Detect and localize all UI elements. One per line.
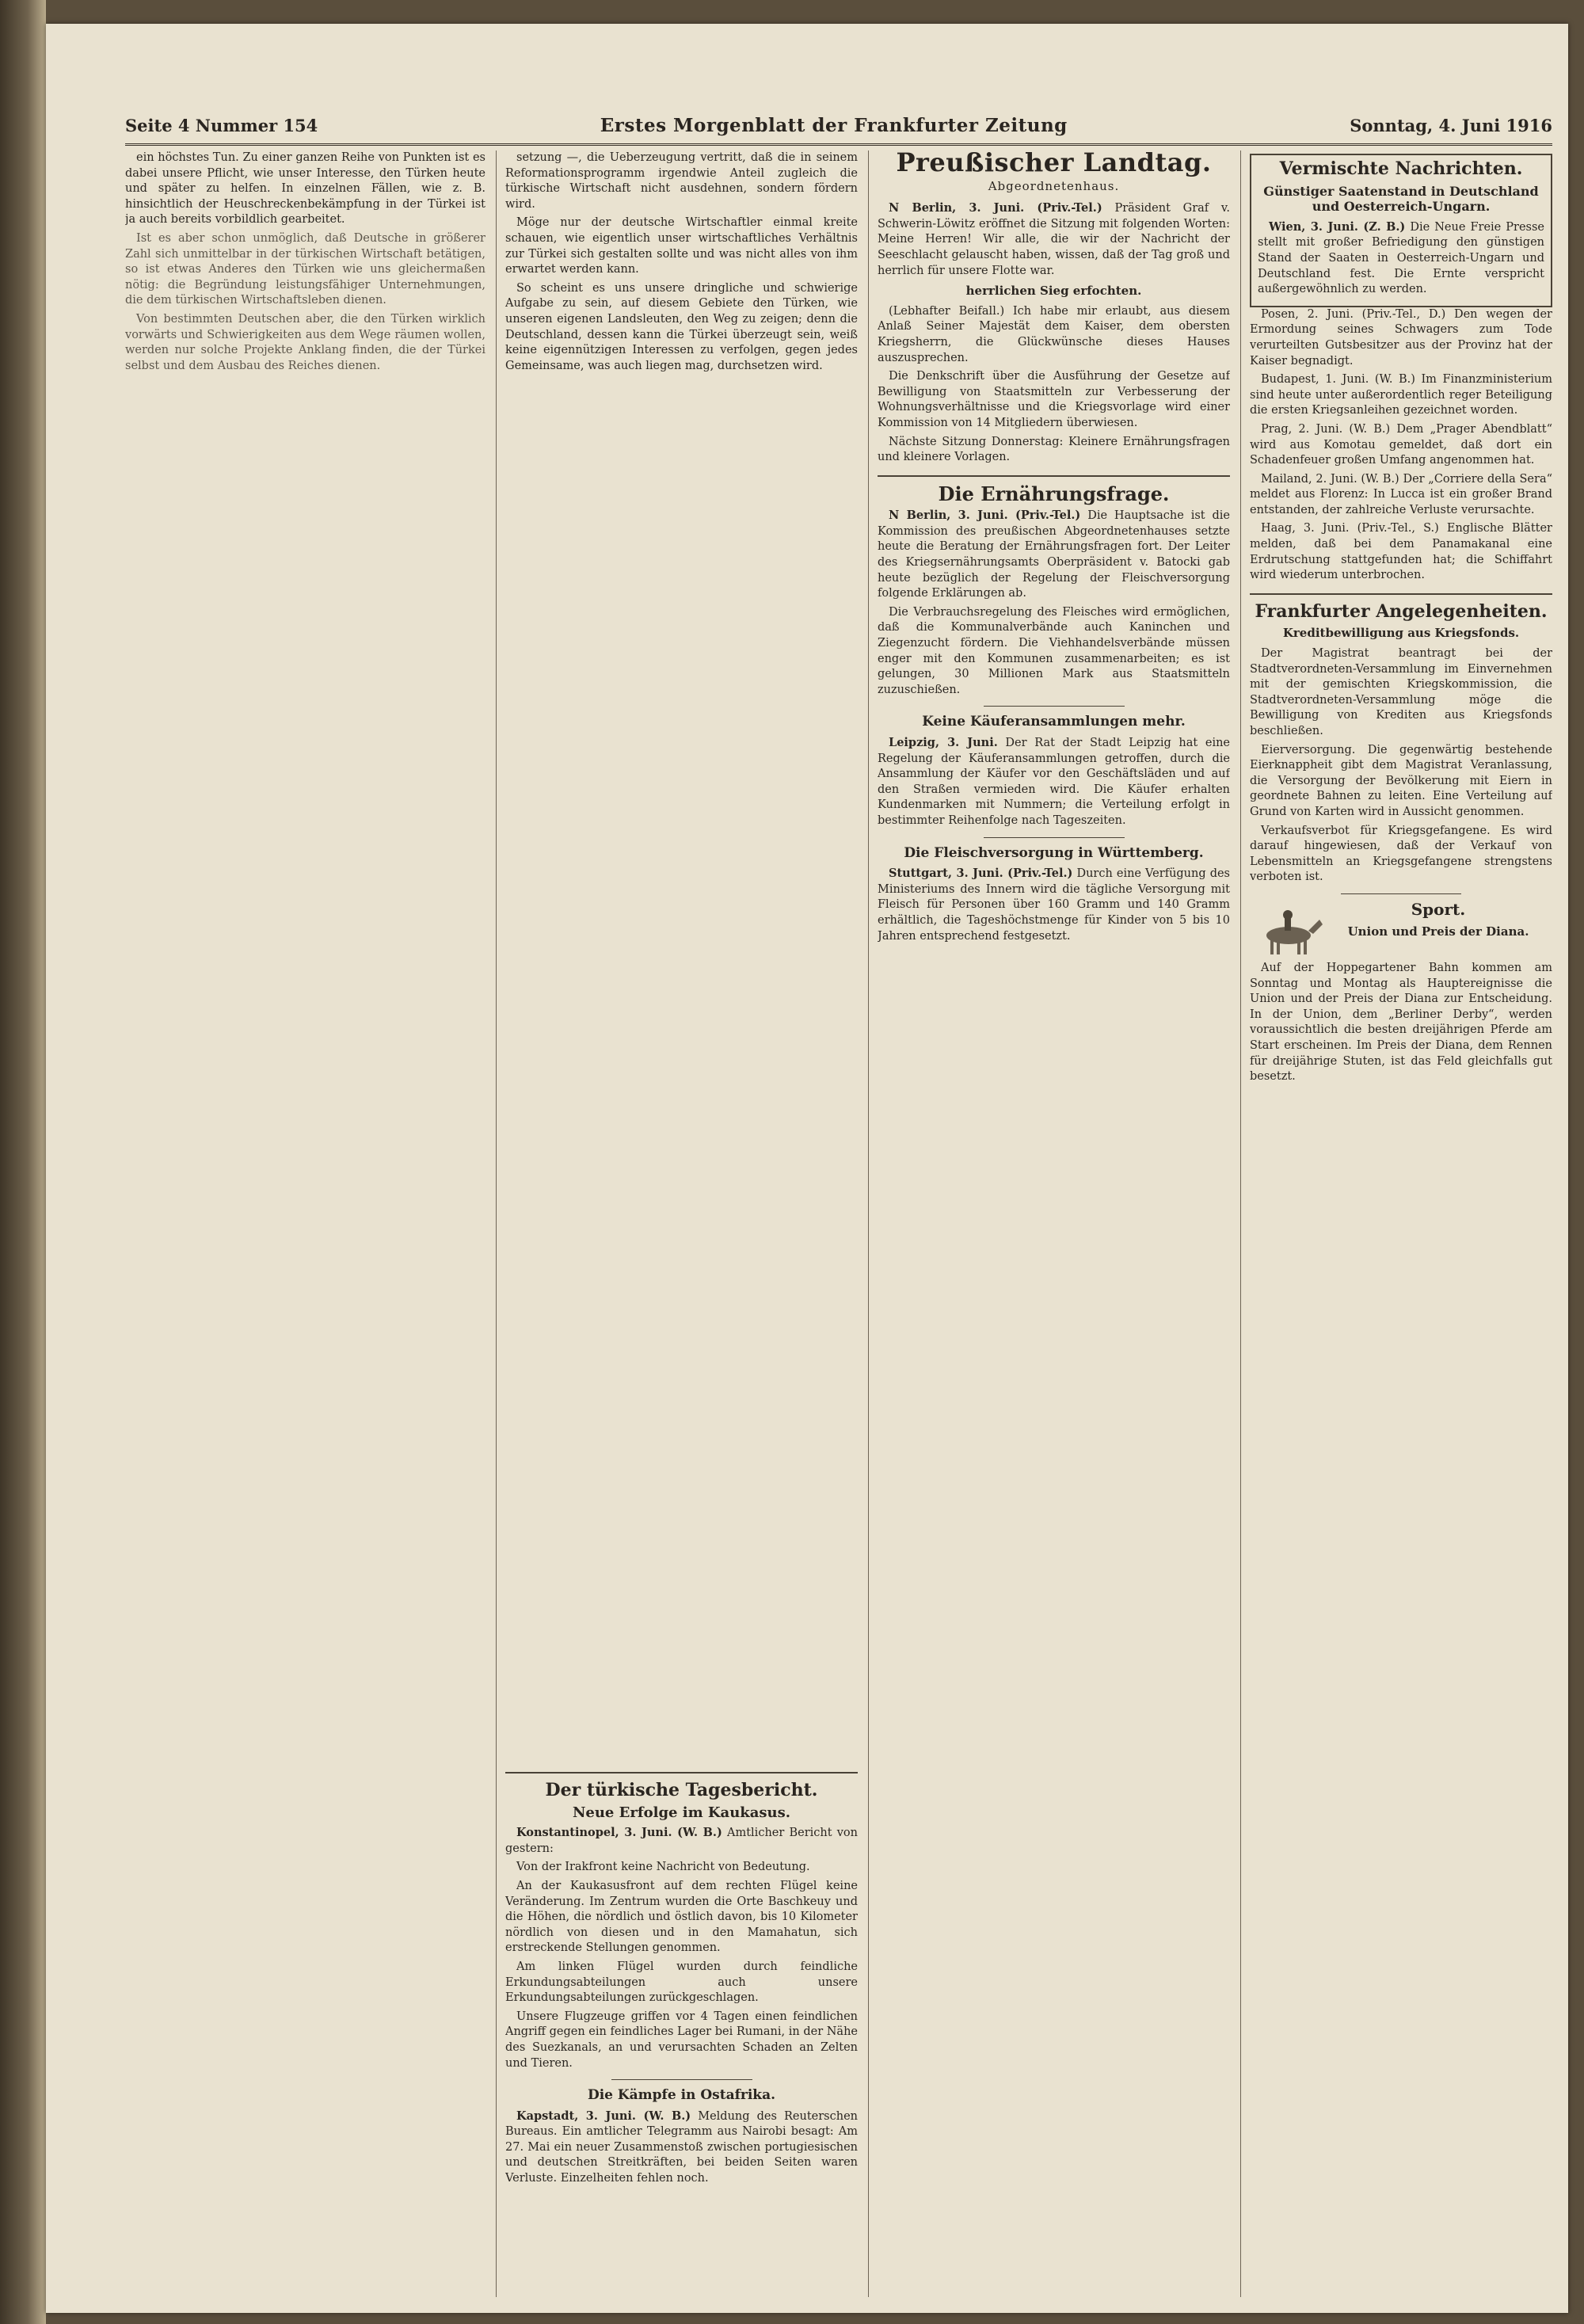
col1-paragraph: ein höchstes Tun. Zu einer ganzen Reihe von Punkten ist es dabei unsere Pflicht, wie unser Interesse, den Türken heute und später zu helfen. In einzelnen Fällen, wie z. B. hinsichtlich der Heuschreckenbekämpfung in der Türkei ist ja auch bereits vorbildlich gearbeitet. — [125, 151, 485, 227]
misc-news-box — [1250, 154, 1552, 307]
frankfurt-headline: Frankfurter Angelegenheiten. — [1255, 600, 1548, 622]
turkish-report-section — [505, 1762, 858, 2190]
misc-text: Die Neue Freie Presse stellt mit großer Befriedigung den günstigen Stand der Saaten in Oesterreich-Ungarn und Deutschland fest. Die Ernte verspricht außergewöhnlich zu werden. — [1258, 220, 1545, 296]
horse-rider-illustration — [1253, 902, 1324, 958]
section-divider — [984, 706, 1125, 707]
landtag-subheadline: Abgeordnetenhaus. — [988, 178, 1120, 193]
header-date: Sonntag, 4. Juni 1916 — [1350, 115, 1552, 135]
misc-subheadline: Günstiger Saatenstand in Deutschland und Oesterreich-Ungarn. — [1263, 183, 1539, 215]
col2-paragraph: So scheint es uns unsere dringliche und schwierige Aufgabe zu sein, auf diesem Gebiete den Türken, wie unseren eigenen Landsleuten, den Weg zu zeigen; denn die Deutschland, dessen kann die Türkei überzeugt sein, weiß keine eigennützigen Interessen zu verfolgen, gegen jedes Gemeinsame, was auch liegen mag, durchsetzen wird. — [505, 281, 858, 372]
section-divider — [611, 2079, 752, 2080]
header-page-number: Seite 4 Nummer 154 — [125, 115, 318, 135]
landtag-victory-line: herrlichen Sieg erfochten. — [965, 284, 1142, 299]
brief-item: Posen, 2. Juni. (Priv.-Tel., D.) Den wegen der Ermordung seines Schwagers zum Tode verurteilten Gutsbesitzer aus der Provinz hat der Kaiser begnadigt. — [1250, 307, 1552, 368]
section-divider — [878, 475, 1230, 477]
frankfurt-paragraph: Eierversorgung. Die gegenwärtig bestehende Eierknappheit gibt dem Magistrat Veranlassung, die Versorgung der Bevölkerung mit Eiern in geordnete Bahnen zu leiten. Eine Verteilung auf Grund von Karten wird in Aussicht genommen. — [1250, 743, 1552, 818]
turkish-report-dateline: Konstantinopel, 3. Juni. (W. B.) — [516, 1826, 722, 1840]
scan-binding-edge — [0, 0, 46, 2324]
turkish-report-paragraph: Von der Irakfront keine Nachricht von Bedeutung. — [516, 1861, 810, 1874]
newspaper-page — [46, 24, 1568, 2313]
east-africa-dateline: Kapstadt, 3. Juni. (W. B.) — [516, 2109, 691, 2123]
misc-dateline: Wien, 3. Juni. (Z. B.) — [1269, 219, 1406, 234]
wuerttemberg-dateline: Stuttgart, 3. Juni. (Priv.-Tel.) — [889, 867, 1073, 881]
section-divider — [984, 837, 1125, 838]
col1-paragraph: Ist es aber schon unmöglich, daß Deutsche in größerer Zahl sich unmittelbar in der türkischen Wirtschaft betätigen, so ist etwas Anderes den Türken wie uns gleichermaßen nötig: die Begründung leistungsfähiger Unternehmungen, die dem türkischen Wirtschaftsleben dienen. — [125, 231, 485, 307]
columns — [125, 150, 1552, 2297]
frankfurt-paragraph: Der Magistrat beantragt bei der Stadtverordneten-Versammlung im Einvernehmen mit der gemischten Kriegskommission, die Stadtverordneten-Versammlung möge die Bewilligung von Krediten aus Kriegsfonds beschließen. — [1250, 647, 1552, 737]
food-headline: Die Ernährungsfrage. — [938, 482, 1170, 505]
food-paragraph: Die Hauptsache ist die Kommission des preußischen Abgeordnetenhauses setzte heute die Beratung der Ernährungsfragen fort. Der Leiter des Kriegsernährungsamts Oberpräsident v. Batocki gab heute bezüglich der Regelung der Fleischversorgung folgende Erklärungen ab. — [878, 509, 1230, 600]
section-divider — [1341, 893, 1462, 894]
brief-item: Prag, 2. Juni. (W. B.) Dem „Prager Abendblatt“ wird aus Komotau gemeldet, daß dort ein Schadenfeuer großen Umfang angenommen hat. — [1250, 422, 1552, 467]
col2-paragraph: Möge nur der deutsche Wirtschaftler einmal kreite schauen, wie eigentlich unser wirtschaftliches Verhältnis zur Türkei sich gestalten sollte und was nicht alles von ihm erwartet werden kann. — [505, 216, 858, 276]
page-header — [125, 107, 1552, 146]
no-queue-headline: Keine Käuferansammlungen mehr. — [922, 714, 1186, 730]
sport-headline: Sport. — [1411, 899, 1466, 919]
east-africa-headline: Die Kämpfe in Ostafrika. — [587, 2087, 776, 2104]
no-queue-dateline: Leipzig, 3. Juni. — [889, 736, 998, 749]
column-4 — [1250, 150, 1552, 2297]
section-divider — [1250, 593, 1552, 595]
sport-text: Auf der Hoppegartener Bahn kommen am Sonntag und Montag als Hauptereignisse die Union und der Preis der Diana zur Entscheidung. In der Union, dem „Berliner Derby“, werden voraussichtlich die besten dreijährigen Pferde am Start erscheinen. Im Preis der Diana, dem Rennen für dreijährige Stuten, ist das Feld gleichfalls gut besetzt. — [1250, 961, 1552, 1084]
landtag-paragraph: Nächste Sitzung Donnerstag: Kleinere Ernährungsfragen und kleinere Vorlagen. — [878, 435, 1230, 464]
frankfurt-paragraph: Verkaufsverbot für Kriegsgefangene. Es wird darauf hingewiesen, daß der Verkauf von Lebensmitteln an Kriegsgefangene strengstens verboten ist. — [1250, 824, 1552, 884]
brief-item: Budapest, 1. Juni. (W. B.) Im Finanzministerium sind heute unter außerordentlich reger Beteiligung die ersten Kriegsanleihen gezeichnet worden. — [1250, 373, 1552, 417]
column-3 — [878, 150, 1230, 2297]
column-rule — [868, 150, 869, 2297]
col1-paragraph: Von bestimmten Deutschen aber, die den Türken wirklich vorwärts und Schwierigkeiten aus dem Wege räumen wollen, werden nur solche Projekte Anklang finden, die der Türkei selbst und dem Ausbau des Reiches dienen. — [125, 312, 485, 372]
brief-item: Mailand, 2. Juni. (W. B.) Der „Corriere della Sera“ meldet aus Florenz: In Lucca ist ein großer Brand entstanden, der zahlreiche Verluste verursachte. — [1250, 472, 1552, 516]
frankfurt-subheadline: Kreditbewilligung aus Kriegsfonds. — [1282, 626, 1520, 641]
landtag-headline: Preußischer Landtag. — [896, 150, 1212, 177]
misc-headline: Vermischte Nachrichten. — [1279, 158, 1523, 179]
turkish-report-headline: Der türkische Tagesbericht. — [545, 1780, 818, 1800]
turkish-report-paragraph: Unsere Flugzeuge griffen vor 4 Tagen einen feindlichen Angriff gegen ein feindliches Lager bei Rumani, in der Nähe des Suezkanals, an und verursachten Schaden an Zelten und Tieren. — [505, 2010, 858, 2070]
landtag-intro: Präsident Graf v. Schwerin-Löwitz eröffnet die Sitzung mit folgenden Worten: Meine Herren! Wir alle, die wir der Nachricht der Seeschlacht gelauscht haben, wissen, daß der Tag groß und herrlich für unsere Flotte war. — [878, 202, 1230, 277]
col2-paragraph: setzung —, die Ueberzeugung vertritt, daß die in seinem Reformationsprogramm irgendwie Anteil zugleich die türkische Wirtschaft nicht ausdehnen, sondern fördern wird. — [505, 151, 858, 211]
column-2 — [505, 150, 858, 2297]
turkish-report-paragraph: Am linken Flügel wurden durch feindliche Erkundungsabteilungen auch unsere Erkundungsabteilungen zurückgeschlagen. — [505, 1960, 858, 2005]
column-1 — [125, 150, 485, 2297]
turkish-report-dateline-rest: Amtlicher Bericht von gestern: — [505, 1827, 858, 1855]
section-divider — [505, 1772, 858, 1773]
header-masthead: Erstes Morgenblatt der Frankfurter Zeitung — [600, 114, 1068, 136]
column-rule — [496, 150, 497, 2297]
landtag-paragraph: (Lebhafter Beifall.) Ich habe mir erlaubt, aus diesem Anlaß Seiner Majestät dem Kaiser, dem obersten Kriegsherrn, die Glückwünsche dieses Hauses auszusprechen. — [878, 304, 1230, 364]
turkish-report-paragraph: An der Kaukasusfront auf dem rechten Flügel keine Veränderung. Im Zentrum wurden die Orte Baschkeuy und die Höhen, die nördlich und östlich davon, bis 10 Kilometer nördlich von diesen und in den Mamahatun, sich erstreckende Stellungen genommen. — [505, 1879, 858, 1955]
no-queue-text: Der Rat der Stadt Leipzig hat eine Regelung der Käuferansammlungen getroffen, durch die Ansammlung der Käufer vor den Geschäftsläden und auf den Straßen vermieden wird. Die Käufer erhalten Kundenmarken mit Nummern; die Verteilung erfolgt in bestimmter Reihenfolge nach Tageszeiten. — [878, 737, 1230, 827]
food-dateline: N Berlin, 3. Juni. (Priv.-Tel.) — [889, 509, 1081, 523]
east-africa-text: Meldung des Reuterschen Bureaus. Ein amtlicher Telegramm aus Nairobi besagt: Am 27. Mai ein neuer Zusammenstoß zwischen portugiesischen und deutschen Streitkräften, bei beiden Seiten waren Verluste. Einzelheiten fehlen noch. — [505, 2109, 858, 2185]
food-paragraph: Die Verbrauchsregelung des Fleisches wird ermöglichen, daß die Kommunalverbände auch Kaninchen und Ziegenzucht fördern. Die Viehhandelsverbände müssen enger mit den Kommunen zusammenarbeiten; es ist gelungen, 30 Millionen Mark aus Staatsmitteln zuzuschießen. — [878, 605, 1230, 696]
brief-item: Haag, 3. Juni. (Priv.-Tel., S.) Englische Blätter melden, daß bei dem Panamakanal eine Erdrutschung stattgefunden hat; die Schiffahrt wird wiederum unterbrochen. — [1250, 522, 1552, 582]
col1-continued-text — [125, 231, 485, 374]
sport-subheadline: Union und Preis der Diana. — [1347, 924, 1529, 939]
landtag-dateline: N Berlin, 3. Juni. (Priv.-Tel.) — [889, 201, 1102, 215]
wuerttemberg-text: Durch eine Verfügung des Ministeriums des Innern wird die tägliche Versorgung mit Fleisch für Personen über 160 Gramm und 140 Gramm erhältlich, die Tageshöchstmenge für Kinder von 5 bis 10 Jahren entsprechend festgesetzt. — [878, 867, 1230, 943]
wuerttemberg-headline: Die Fleischversorgung in Württemberg. — [904, 844, 1204, 861]
landtag-paragraph: Die Denkschrift über die Ausführung der Gesetze auf Bewilligung von Staatsmitteln zur Verbesserung der Wohnungsverhältnisse und die Kriegsvorlage wird einer Kommission von 14 Mitgliedern überwiesen. — [878, 370, 1230, 429]
column-rule — [1240, 150, 1241, 2297]
turkish-report-subheadline: Neue Erfolge im Kaukasus. — [572, 1804, 791, 1821]
